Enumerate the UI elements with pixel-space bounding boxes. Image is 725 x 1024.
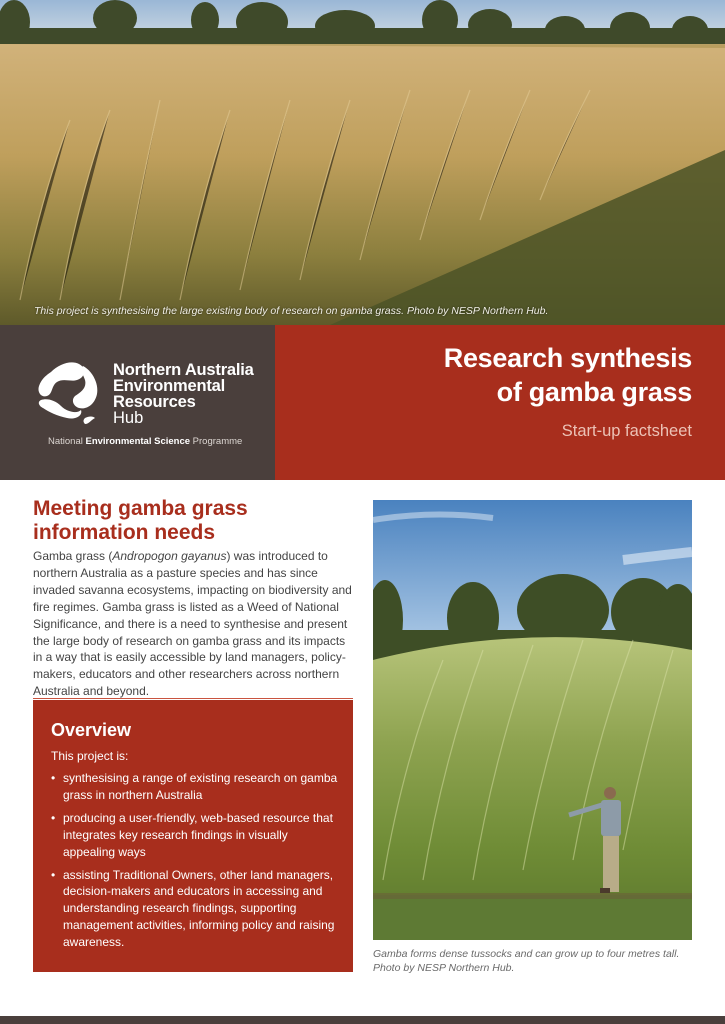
programme-label (48, 436, 242, 447)
hero-photo (0, 0, 725, 325)
programme-post: Programme (190, 436, 243, 447)
hero-caption: This project is synthesising the large existing body of research on gamba grass. Photo by NESP Northern Hub. (34, 305, 549, 317)
title-line-2: of gamba grass (496, 377, 692, 407)
overview-list (51, 770, 341, 957)
species-name: Andropogon gayanus (112, 549, 227, 563)
overview-item: • synthesising a range of existing research on gamba grass in northern Australia (51, 770, 341, 804)
overview-lead: This project is: (51, 749, 129, 763)
section-divider (33, 698, 353, 699)
page-subtitle: Start-up factsheet (561, 422, 692, 440)
photo-caption: Gamba forms dense tussocks and can grow up to four metres tall. Photo by NESP Northern Hub. (373, 948, 680, 974)
title-panel (275, 325, 725, 480)
section-heading (33, 497, 363, 545)
tall-grass-with-person-illustration (373, 500, 692, 940)
gamba-tussock-photo (373, 500, 692, 940)
overview-item: • producing a user-friendly, web-based resource that integrates key research findings in visually appealing ways (51, 810, 341, 861)
intro-paragraph (33, 548, 353, 700)
logo-line-3: Resources (113, 393, 196, 411)
title-band (0, 325, 725, 480)
footer-bar (0, 1016, 725, 1024)
section-heading-line-1: Meeting gamba grass (33, 497, 248, 520)
overview-item: • assisting Traditional Owners, other land managers, decision-makers and educators in accessing and understanding research findings, supporting management activities, informing policy and raising awareness. (51, 867, 341, 952)
australia-map-logo-icon (33, 358, 103, 426)
overview-box (33, 700, 353, 972)
intro-post: ) was introduced to northern Australia as a pasture species and has since invaded savanna ecosystems, impacting on biodiversity and fire regimes. Gamba grass is listed as a Weed of National Significance, and there is a need to synthesise and present the large body of research on gamba grass and its impacts in a way that is easily accessible by land managers, policy-makers, educators and other researchers across northern Australia and beyond. (33, 549, 352, 699)
section-heading-line-2: information needs (33, 521, 216, 544)
page-title (444, 341, 692, 409)
logo-line-4: Hub (113, 409, 144, 427)
programme-bold: Environmental Science (85, 436, 191, 447)
overview-heading: Overview (51, 720, 132, 740)
hub-logo-text (113, 362, 254, 426)
logo-line-1: Northern Australia (113, 361, 254, 379)
programme-pre: National (48, 436, 86, 447)
intro-pre: Gamba grass ( (33, 549, 113, 563)
title-line-1: Research synthesis (443, 343, 692, 373)
logo-line-2: Environmental (113, 377, 226, 395)
savanna-grass-illustration (0, 0, 725, 325)
hub-logo-panel (0, 325, 275, 480)
